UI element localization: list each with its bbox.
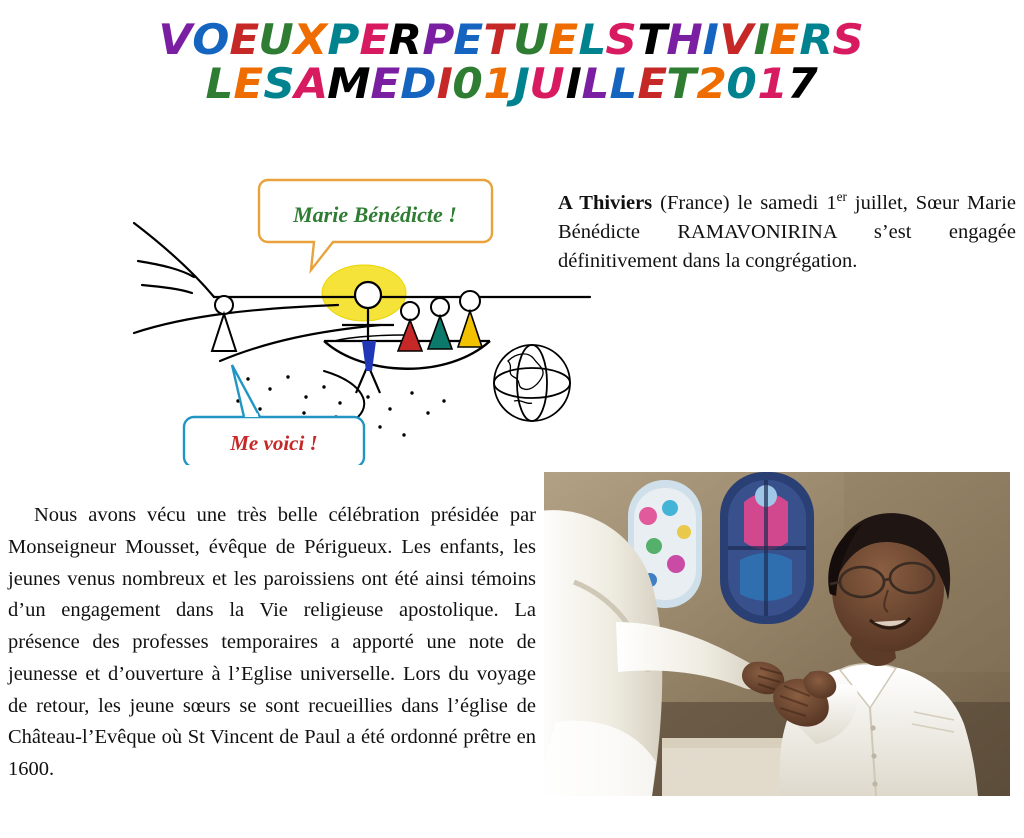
page-edge (0, 0, 2, 838)
person-on-shore-icon (212, 296, 236, 351)
title-line-1-text (159, 15, 864, 64)
speech-bubble-top-text: Marie Bénédicte ! (293, 202, 457, 227)
title-char: 1 (482, 59, 515, 109)
globe-icon (494, 345, 570, 421)
title-char: P (422, 15, 456, 64)
title-char: H (666, 15, 705, 64)
title-char: 1 (756, 59, 789, 109)
title-char: E (229, 15, 260, 64)
ceremony-photo (544, 472, 1010, 796)
intro-paragraph (558, 188, 1016, 276)
intro-ordinal: er (836, 189, 847, 204)
title-char: J (513, 59, 531, 109)
page-title (0, 15, 1024, 109)
title-char: O (192, 15, 231, 64)
title-char: E (769, 15, 801, 64)
boat-figures (342, 282, 482, 393)
title-char: V (719, 15, 755, 64)
title-char: S (262, 59, 296, 109)
intro-lead: A Thiviers (558, 191, 653, 214)
title-char: E (637, 59, 668, 109)
title-char: L (581, 59, 611, 109)
title-char: R (799, 15, 834, 64)
title-char: R (388, 15, 424, 64)
intro-rest-2: juillet, Sœur Marie Bénédicte RAMAVONIRINA s’est engagée définitivement dans la congrégation. (558, 191, 1016, 273)
title-line-1 (0, 15, 1024, 64)
title-char: 0 (452, 59, 485, 109)
title-char: E (359, 15, 390, 64)
title-char: P (327, 15, 361, 64)
body-text-block (8, 500, 536, 786)
title-char: L (205, 59, 235, 109)
title-char: V (158, 15, 194, 64)
title-char: 7 (787, 59, 819, 109)
title-char: I (436, 59, 454, 109)
title-char: T (637, 15, 668, 64)
title-char: M (327, 59, 372, 109)
title-char: T (483, 15, 515, 64)
title-char: 2 (696, 59, 728, 109)
title-char: I (703, 15, 721, 64)
intro-rest-1: (France) le samedi 1 (652, 191, 837, 214)
title-char: E (548, 15, 580, 64)
title-char: U (513, 15, 550, 64)
title-char: D (400, 59, 438, 109)
title-char: X (293, 15, 329, 64)
title-char: I (753, 15, 771, 64)
title-char: S (605, 15, 639, 64)
title-char: 0 (726, 59, 759, 109)
title-char: U (258, 15, 296, 64)
title-line-2 (0, 59, 1024, 109)
title-char: U (529, 59, 567, 109)
title-char: E (233, 59, 265, 109)
title-char: L (609, 59, 639, 109)
title-char: L (578, 15, 607, 64)
stained-glass-window-right (720, 472, 814, 624)
title-char: E (453, 15, 485, 64)
title-char: A (294, 59, 329, 109)
title-char: T (666, 59, 698, 109)
speech-bubble-bottom-text: Me voici ! (230, 431, 318, 455)
title-char: E (370, 59, 402, 109)
title-char: I (565, 59, 583, 109)
title-char: S (832, 15, 866, 64)
title-line-2-text (206, 59, 818, 108)
body-paragraph: Nous avons vécu une très belle célébration présidée par Monseigneur Mousset, évêque de Périgueux. Les enfants, les jeunes venus nombreux et les paroissiens ont été ainsi témoins d’un engagement dans la Vie religieuse apostolique. La présence des professes temporaires a apporté une note de jeunesse et d’ouverture à l’Eglise universelle. Lors du voyage de retour, les jeune sœurs se sont recueillies dans l’église de Château-l’Evêque où St Vincent de Paul a été ordonné prêtre en 1600. (8, 504, 536, 781)
cartoon-illustration (128, 165, 598, 465)
